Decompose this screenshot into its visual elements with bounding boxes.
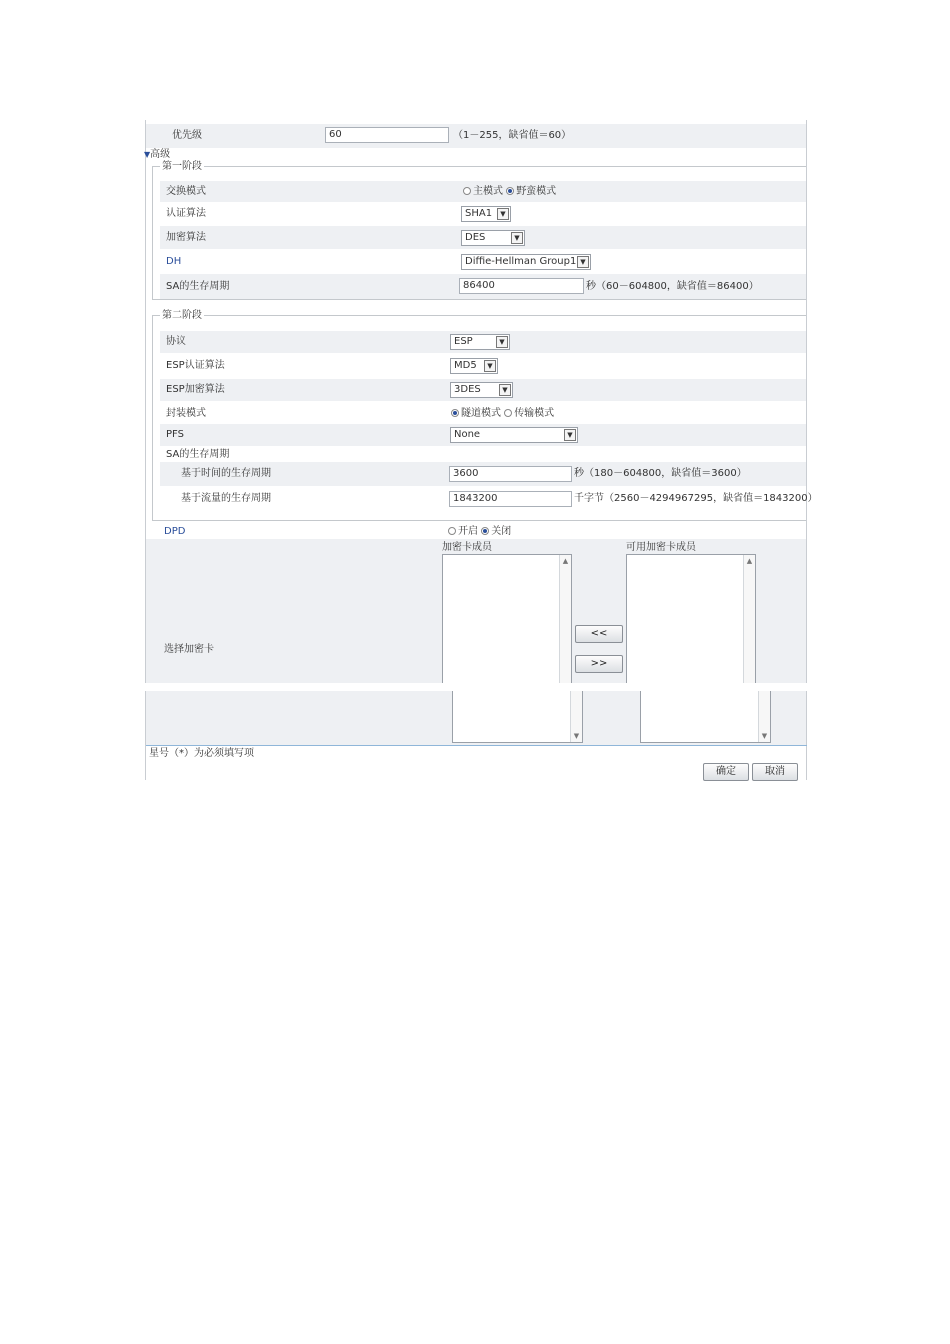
phase1-sa-lifetime-label: SA的生存周期 (166, 281, 230, 292)
advanced-label: 高级 (150, 149, 171, 160)
dpd-off-label: 关闭 (491, 526, 512, 537)
tunnel-mode-label: 隧道模式 (461, 408, 501, 419)
esp-enc-row (160, 379, 806, 401)
phase2-legend: 第二阶段 (162, 310, 202, 321)
scroll-up-icon[interactable]: ▲ (746, 557, 753, 565)
move-left-button[interactable]: << (575, 625, 623, 643)
frame-right-border (806, 120, 807, 780)
auth-algo-select[interactable] (461, 206, 511, 222)
main-mode-label: 主模式 (473, 186, 503, 197)
protocol-row (160, 331, 806, 353)
pfs-select[interactable] (450, 427, 578, 443)
auth-algo-row (160, 203, 806, 225)
enc-algo-select[interactable] (461, 230, 525, 246)
phase1-sa-lifetime-input[interactable]: 86400 (459, 278, 584, 294)
members-listbox[interactable] (442, 554, 572, 686)
move-right-button[interactable]: >> (575, 655, 623, 673)
exchange-mode-label: 交换模式 (166, 186, 206, 197)
time-lifetime-hint: 秒（180－604800，缺省值＝3600） (574, 468, 747, 479)
radio-transport-mode[interactable] (504, 409, 512, 417)
members-label: 加密卡成员 (442, 542, 492, 553)
priority-row (146, 124, 806, 148)
pfs-label: PFS (166, 429, 184, 440)
auth-algo-value: SHA1 (465, 208, 493, 219)
radio-main-mode[interactable] (463, 187, 471, 195)
time-lifetime-input[interactable]: 3600 (449, 466, 572, 482)
chevron-down-icon: ▼ (496, 336, 508, 348)
radio-aggressive-mode[interactable] (506, 187, 514, 195)
exchange-mode-row (160, 181, 806, 202)
esp-auth-value: MD5 (454, 360, 477, 371)
priority-hint: （1－255，缺省值＝60） (453, 130, 572, 141)
protocol-select[interactable] (450, 334, 510, 350)
phase1-legend: 第一阶段 (162, 161, 202, 172)
footer-divider (146, 745, 807, 746)
pfs-value: None (454, 429, 481, 440)
esp-enc-label: ESP加密算法 (166, 384, 225, 395)
dpd-row (146, 523, 806, 539)
chevron-down-icon: ▼ (511, 232, 523, 244)
esp-auth-select[interactable] (450, 358, 498, 374)
available-scrollbar[interactable] (743, 555, 755, 686)
traffic-lifetime-label: 基于流量的生存周期 (181, 493, 271, 504)
chevron-down-icon: ▼ (499, 384, 511, 396)
priority-label: 优先级 (172, 130, 202, 141)
esp-enc-value: 3DES (454, 384, 481, 395)
dh-select[interactable] (461, 254, 591, 270)
radio-dpd-off[interactable] (481, 527, 489, 535)
page-gap (140, 683, 820, 691)
time-lifetime-label: 基于时间的生存周期 (181, 468, 271, 479)
phase1-sa-lifetime-hint: 秒（60－604800，缺省值＝86400） (586, 281, 759, 292)
available-scrollbar-bottom[interactable] (758, 691, 770, 742)
radio-tunnel-mode[interactable] (451, 409, 459, 417)
traffic-lifetime-hint: 千字节（2560－4294967295，缺省值＝1843200） (574, 493, 818, 504)
scroll-down-icon[interactable]: ▼ (573, 732, 580, 740)
members-listbox-bottom[interactable] (452, 691, 583, 743)
radio-dpd-on[interactable] (448, 527, 456, 535)
encap-mode-radios (451, 407, 554, 421)
enc-algo-row (160, 226, 806, 249)
members-scrollbar-bottom[interactable] (570, 691, 582, 742)
esp-enc-select[interactable] (450, 382, 513, 398)
encap-mode-label: 封装模式 (166, 408, 206, 419)
dh-label: DH (166, 256, 182, 267)
transport-mode-label: 传输模式 (514, 408, 555, 419)
traffic-lifetime-input[interactable]: 1843200 (449, 491, 572, 507)
esp-auth-label: ESP认证算法 (166, 360, 225, 371)
encap-mode-row (160, 403, 806, 424)
traffic-lifetime-row (160, 487, 818, 511)
ok-button[interactable]: 确定 (703, 763, 749, 781)
chevron-down-icon: ▼ (484, 360, 496, 372)
crypto-card-label: 选择加密卡 (164, 644, 214, 655)
enc-algo-label: 加密算法 (166, 232, 206, 243)
phase2-sa-lifetime-label: SA的生存周期 (166, 449, 230, 460)
esp-auth-row (160, 355, 806, 377)
aggressive-mode-label: 野蛮模式 (516, 186, 557, 197)
exchange-mode-radios (463, 185, 556, 199)
cancel-button[interactable]: 取消 (752, 763, 798, 781)
dh-row (160, 250, 806, 273)
chevron-down-icon: ▼ (497, 208, 509, 220)
available-listbox-bottom[interactable] (640, 691, 771, 743)
dh-value: Diffie-Hellman Group1 (465, 256, 577, 267)
protocol-label: 协议 (166, 336, 186, 347)
scroll-down-icon[interactable]: ▼ (761, 732, 768, 740)
phase2-sa-lifetime-row (160, 447, 806, 462)
dpd-on-label: 开启 (458, 526, 478, 537)
chevron-down-icon: ▼ (577, 256, 589, 268)
time-lifetime-row (160, 462, 806, 486)
required-note: 星号（*）为必须填写项 (149, 748, 254, 759)
dpd-radios (448, 525, 511, 539)
scroll-up-icon[interactable]: ▲ (562, 557, 569, 565)
available-listbox[interactable] (626, 554, 756, 686)
enc-algo-value: DES (465, 232, 486, 243)
chevron-down-icon: ▼ (564, 429, 576, 441)
phase1-sa-lifetime-row (160, 274, 806, 299)
priority-input[interactable]: 60 (325, 127, 449, 143)
auth-algo-label: 认证算法 (166, 208, 206, 219)
available-label: 可用加密卡成员 (626, 542, 696, 553)
dpd-label: DPD (164, 526, 186, 537)
pfs-row (160, 424, 806, 446)
members-scrollbar[interactable] (559, 555, 571, 686)
protocol-value: ESP (454, 336, 473, 347)
triangle-down-icon: ▼ (144, 150, 151, 159)
